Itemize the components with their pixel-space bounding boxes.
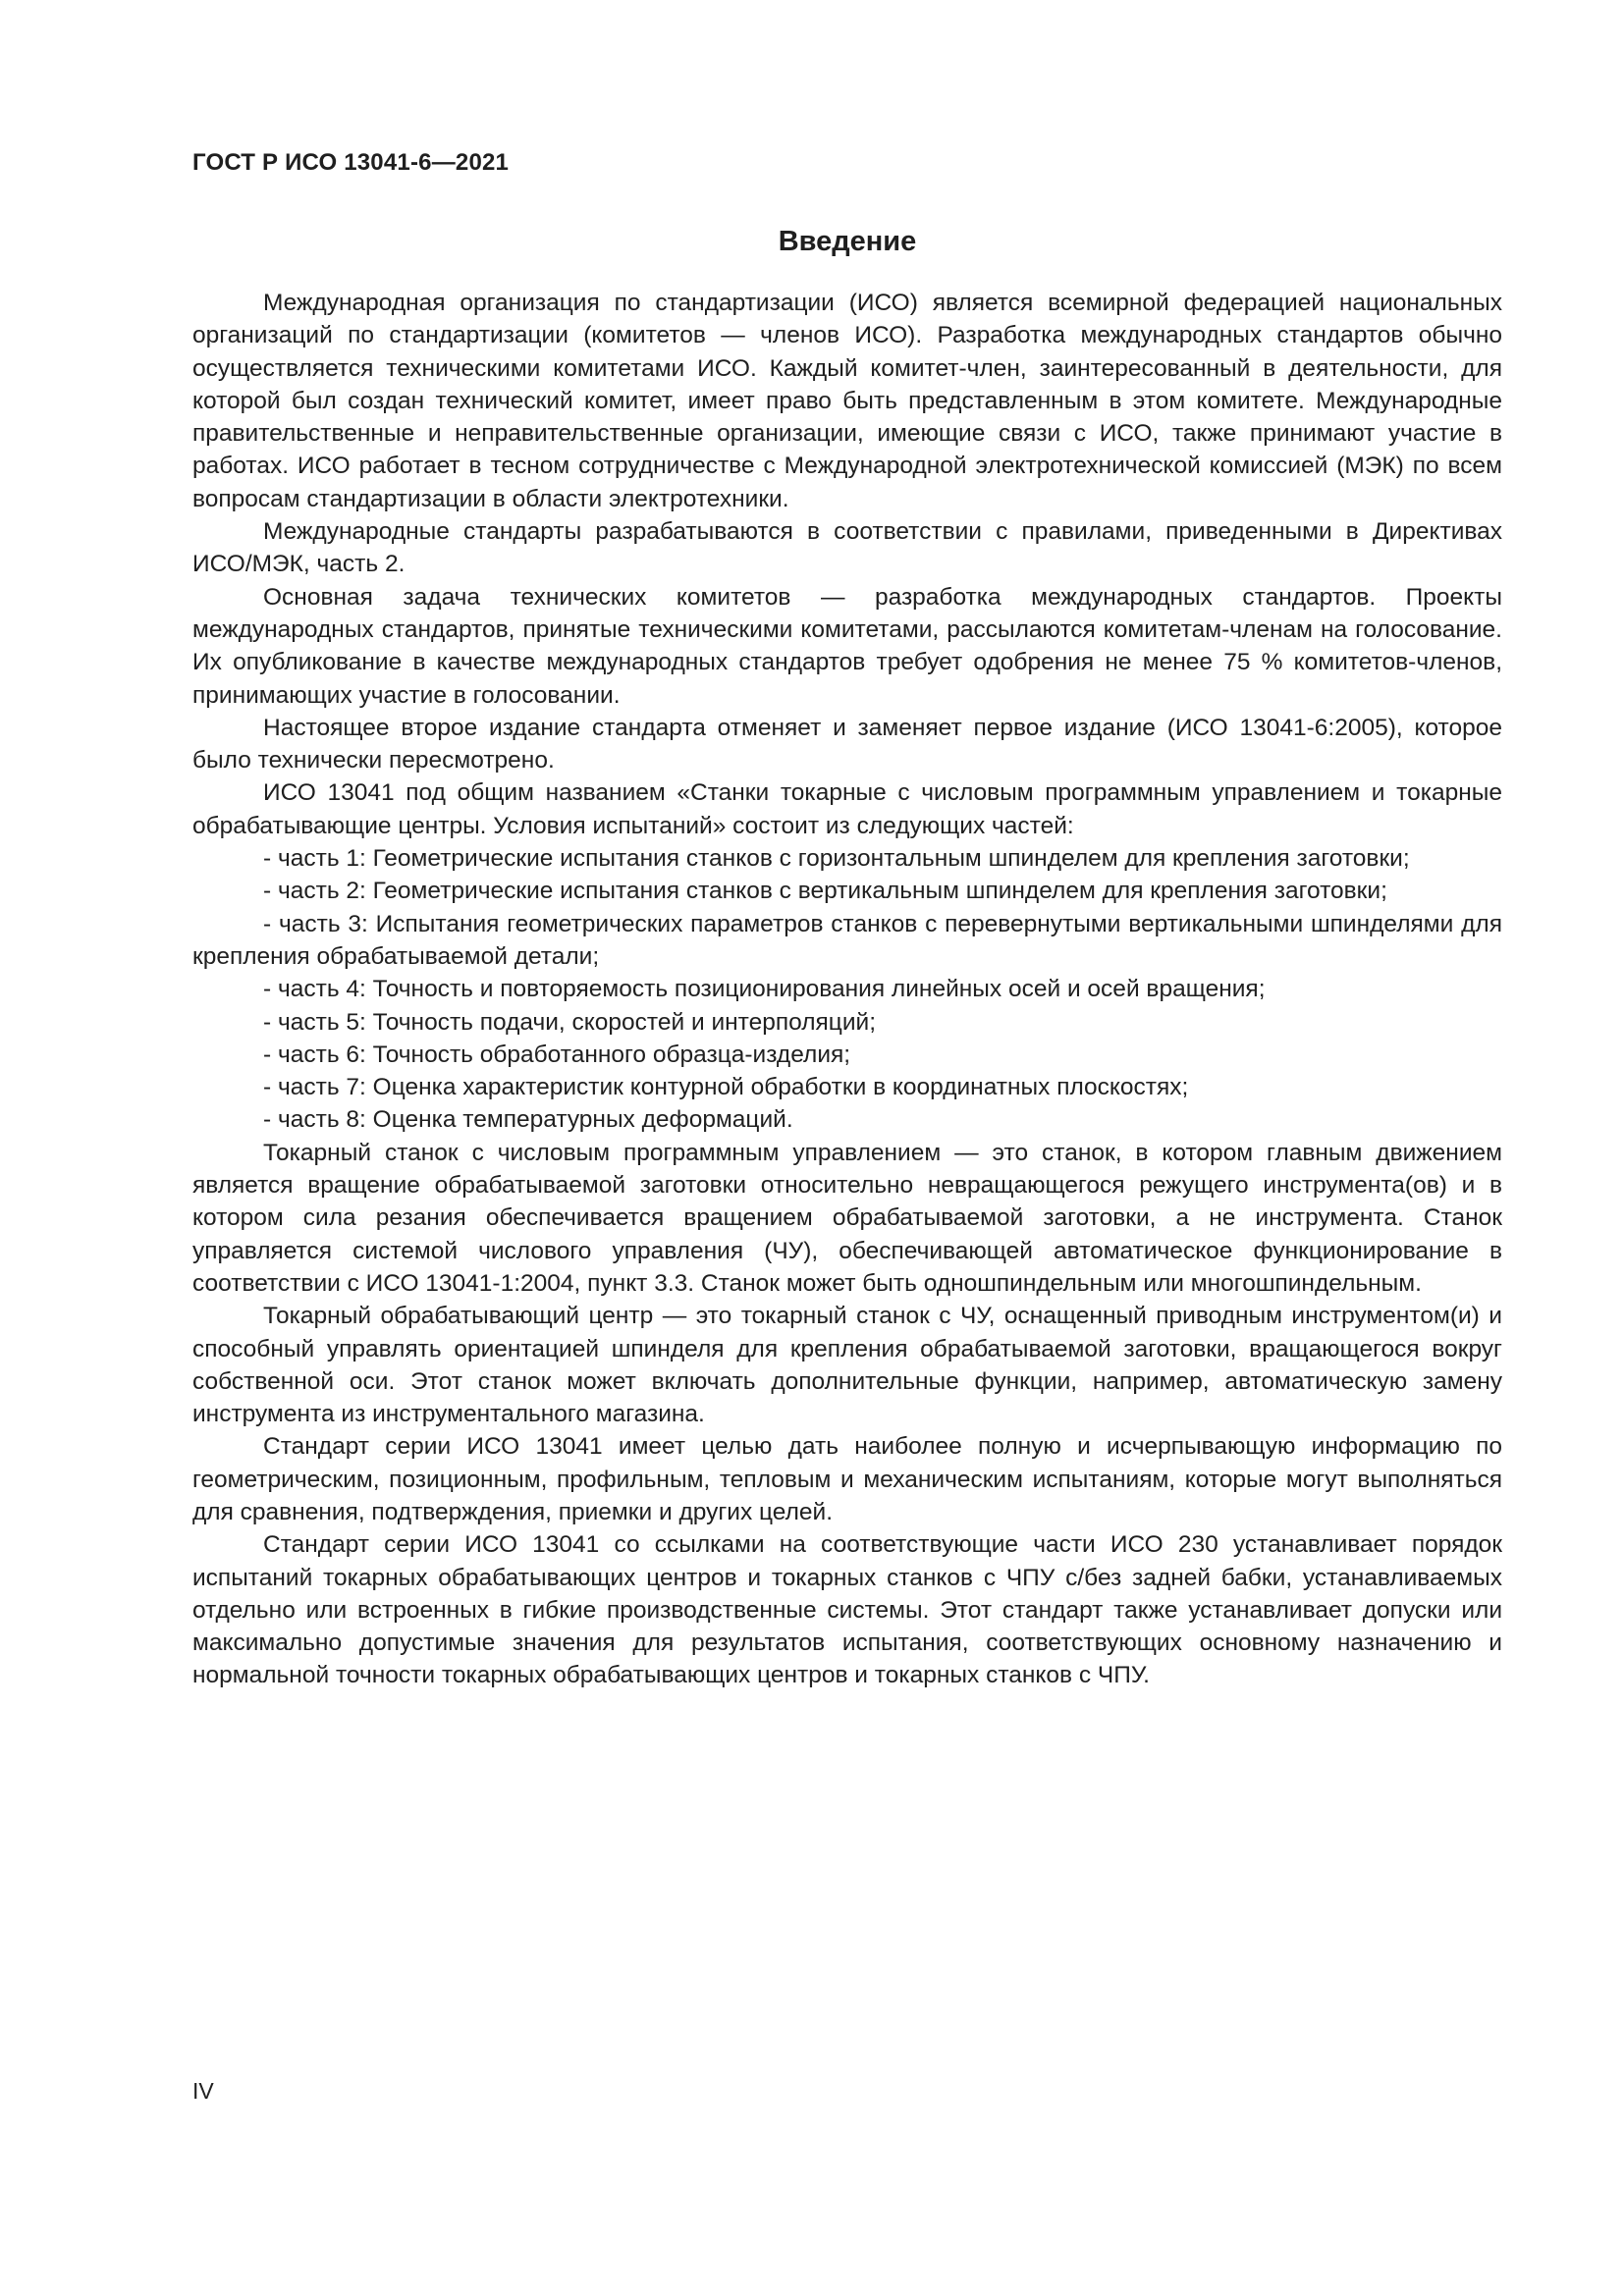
paragraph-cnc-lathe-definition: Токарный станок с числовым программным управлением — это станок, в котором главным движением является вращение обрабатываемой заготовки относительно невращающегося режущего инструмента(ов) и в котором сила резания обеспечивается вращением обрабатываемой заготовки, а не инструмента. Станок управляется системой числового управления (ЧУ), обеспечивающей автоматическое функционирование в соответствии с ИСО 13041-1:2004, пункт 3.3. Станок может быть одношпиндельным или многошпиндельным. [192,1139,1502,1297]
page-number: IV [192,2078,214,2104]
document-body [192,287,1502,1692]
list-item-part-1: - часть 1: Геометрические испытания станков с горизонтальным шпинделем для крепления заготовки; [263,845,1410,873]
paragraph-series-parts-intro: ИСО 13041 под общим названием «Станки токарные с числовым программным управлением и токарные обрабатывающие центры. Условия испытаний» состоит из следующих частей: [192,779,1502,839]
list-item-part-4: - часть 4: Точность и повторяемость позиционирования линейных осей и осей вращения; [263,976,1266,1003]
paragraph-series-scope: Стандарт серии ИСО 13041 со ссылками на соответствующие части ИСО 230 устанавливает порядок испытаний токарных обрабатывающих центров и токарных станков с ЧПУ с/без задней бабки, устанавливаемых отдельно или встроенных в гибкие производственные системы. Этот стандарт также устанавливает допуски или максимально допустимые значения для результатов испытания, соответствующих основному назначению и нормальной точности токарных обрабатывающих центров и токарных станков с ЧПУ. [192,1531,1502,1689]
paragraph-iso-organization: Международная организация по стандартизации (ИСО) является всемирной федерацией национальных организаций по стандартизации (комитетов — членов ИСО). Разработка международных стандартов обычно осуществляется техническими комитетами ИСО. Каждый комитет-член, заинтересованный в деятельности, для которой был создан технический комитет, имеет право быть представленным в этом комитете. Международные правительственные и неправительственные организации, имеющие связи с ИСО, также принимают участие в работах. ИСО работает в тесном сотрудничестве с Международной электротехнической комиссией (МЭК) по всем вопросам стандартизации в области электротехники. [192,290,1502,512]
paragraph-second-edition: Настоящее второе издание стандарта отменяет и заменяет первое издание (ИСО 13041-6:2005), которое было технически пересмотрено. [192,714,1502,774]
list-item-part-7: - часть 7: Оценка характеристик контурной обработки в координатных плоскостях; [263,1074,1189,1101]
paragraph-iec-directives: Международные стандарты разрабатываются в соответствии с правилами, приведенными в Директивах ИСО/МЭК, часть 2. [192,518,1502,578]
paragraph-committee-task: Основная задача технических комитетов — разработка международных стандартов. Проекты международных стандартов, принятые техническими комитетами, рассылаются комитетам-членам на голосование. Их опубликование в качестве международных стандартов требует одобрения не менее 75 % комитетов-членов, принимающих участие в голосовании. [192,583,1502,709]
page-title: Введение [778,226,917,257]
list-item-part-8: - часть 8: Оценка температурных деформаций. [263,1106,793,1134]
list-item-part-3: - часть 3: Испытания геометрических параметров станков с перевернутыми вертикальными шпинделями для крепления обрабатываемой детали; [192,910,1502,970]
list-item-part-2: - часть 2: Геометрические испытания станков с вертикальным шпинделем для крепления заготовки; [263,878,1387,905]
paragraph-turning-center-definition: Токарный обрабатывающий центр — это токарный станок с ЧУ, оснащенный приводным инструментом(и) и способный управлять ориентацией шпинделя для крепления обрабатываемой заготовки, вращающегося вокруг собственной оси. Этот станок может включать дополнительные функции, например, автоматическую замену инструмента из инструментального магазина. [192,1303,1502,1428]
list-item-part-6: - часть 6: Точность обработанного образца-изделия; [263,1041,851,1068]
list-item-part-5: - часть 5: Точность подачи, скоростей и интерполяций; [263,1008,877,1036]
document-code: ГОСТ Р ИСО 13041-6—2021 [192,149,510,176]
paragraph-series-purpose: Стандарт серии ИСО 13041 имеет целью дать наиболее полную и исчерпывающую информацию по геометрическим, позиционным, профильным, тепловым и механическим испытаниям, которые могут выполняться для сравнения, подтверждения, приемки и других целей. [192,1433,1502,1525]
